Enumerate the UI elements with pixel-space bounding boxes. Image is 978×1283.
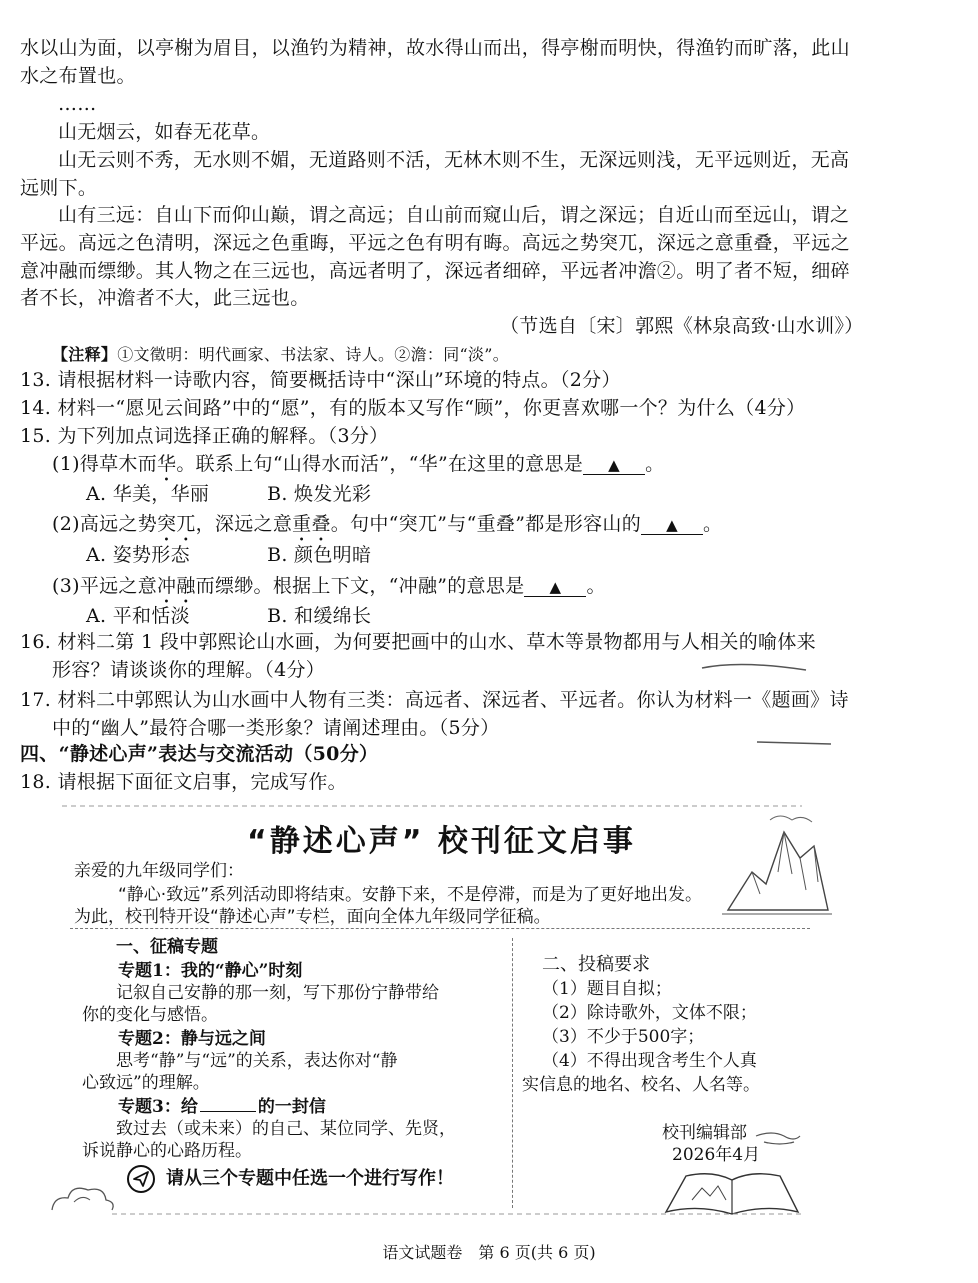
dotted-word: 华	[157, 453, 177, 475]
border-line	[42, 1208, 834, 1220]
question-13: 13. 请根据材料一诗歌内容，简要概括诗中“深山”环境的特点。（2分）	[20, 369, 621, 391]
topic-3-text: 致过去（或未来）的自己、某位同学、先贤，	[116, 1119, 456, 1139]
question-15-2-options: A. 姿势形态 B. 颜色明暗	[86, 544, 372, 566]
requirement-item: （2）除诗歌外，文体不限；	[542, 1003, 757, 1023]
topic-2-title: 专题2：静与远之间	[118, 1029, 266, 1049]
topic-1-title: 专题1：我的“静心”时刻	[118, 961, 303, 981]
question-17: 17. 材料二中郭熙认为山水画中人物有三类：高远者、深远者、平远者。你认为材料一《题画》诗	[20, 689, 849, 711]
question-15-3-options: A. 平和恬淡 B. 和缓绵长	[86, 605, 372, 627]
passage-line: 平远。高远之色清明，深远之色重晦，平远之色有明有晦。高远之势突兀，深远之意重叠，平远之	[20, 232, 850, 254]
passage-line: 意冲融而缥缈。其人物之在三远也，高远者明了，深远者细碎，平远者冲澹②。明了者不短，细碎	[20, 260, 850, 282]
notice-intro: “静心·致远”系列活动即将结束。安静下来，不是停滞，而是为了更好地出发。	[118, 885, 703, 905]
question-15-1-options: A. 华美，华丽 B. 焕发光彩	[86, 483, 372, 505]
question-16: 16. 材料二第 1 段中郭熙论山水画，为何要把画中的山水、草木等景物都用与人相关的喻体来	[20, 631, 816, 653]
section-heading: 四、“静述心声”表达与交流活动（50分）	[20, 743, 379, 765]
note-label: 【注释】	[52, 345, 118, 364]
requirements-heading: 二、投稿要求	[542, 954, 650, 975]
notice-greeting: 亲爱的九年级同学们：	[74, 861, 244, 881]
notice-signature: 校刊编辑部	[662, 1123, 747, 1143]
question-15-1: (1)得草木而华。联系上句“山得水而活”，“华”在这里的意思是 ▲ 。	[52, 453, 665, 475]
topic-3-title: 专题3：给 的一封信	[118, 1097, 326, 1117]
mountain-illustration	[722, 802, 832, 922]
topic-2-text: 心致远”的理解。	[82, 1073, 210, 1093]
requirement-item: （3）不少于500字；	[542, 1027, 705, 1047]
notice-date: 2026年4月	[672, 1145, 761, 1165]
pen-mark	[755, 736, 835, 750]
topic-2-text: 思考“静”与“远”的关系，表达你对“静	[116, 1051, 398, 1071]
notice-column-divider	[512, 938, 513, 1208]
page-footer: 语文试题卷 第 6 页(共 6 页)	[382, 1243, 596, 1262]
dotted-word: 突兀	[157, 513, 196, 535]
border-line	[42, 800, 834, 812]
dotted-word: 冲融	[157, 575, 196, 597]
notice-divider	[70, 928, 810, 929]
pen-mark	[700, 656, 810, 678]
passage-line: 山无烟云，如春无花草。	[58, 121, 271, 143]
question-15-3: (3)平远之意冲融而缥缈。根据上下文，“冲融”的意思是 ▲ 。	[52, 575, 606, 597]
topic-1-text: 记叙自己安静的那一刻，写下那份宁静带给	[116, 983, 439, 1003]
passage-line: 者不长，冲澹者不大，此三远也。	[20, 287, 310, 309]
notice-intro: 为此，校刊特开设“静述心声”专栏，面向全体九年级同学征稿。	[74, 907, 551, 927]
question-17: 中的“幽人”最符合哪一类形象？请阐述理由。（5分）	[52, 717, 500, 739]
question-15-2: (2)高远之势突兀，深远之意重叠。句中“突兀”与“重叠”都是形容山的 ▲ 。	[52, 513, 723, 535]
passage-source: （节选自〔宋〕郭熙《林泉高致·山水训》）	[500, 315, 864, 337]
note-text: ①文徵明：明代画家、书法家、诗人。②澹：同“淡”。	[117, 345, 510, 364]
passage-ellipsis: ……	[58, 93, 97, 115]
passage-line: 山无云则不秀，无水则不媚，无道路则不活，无林木则不生，无深远则浅，无平远则近，无高	[58, 149, 850, 171]
passage-note	[52, 343, 509, 367]
topics-heading: 一、征稿专题	[116, 937, 218, 957]
passage-line: 水之布置也。	[20, 65, 136, 87]
question-16: 形容？请谈谈你的理解。（4分）	[52, 659, 326, 681]
topic-1-text: 你的变化与感悟。	[82, 1005, 218, 1025]
question-15: 15. 为下列加点词选择正确的解释。（3分）	[20, 425, 389, 447]
passage-line: 远则下。	[20, 177, 98, 199]
essay-notice	[42, 800, 834, 1220]
notice-title: “静述心声” 校刊征文启事	[247, 824, 636, 859]
dotted-word: 重叠	[292, 513, 331, 535]
answer-blank[interactable]: ▲	[641, 515, 703, 535]
requirement-item: 实信息的地名、校名、人名等。	[522, 1075, 760, 1095]
question-18: 18. 请根据下面征文启事，完成写作。	[20, 771, 347, 793]
requirement-item: （1）题目自拟；	[542, 979, 672, 999]
choose-one-instruction: 请从三个专题中任选一个进行写作！	[166, 1168, 454, 1189]
cloud-swirl	[754, 1128, 804, 1148]
passage-line: 水以山为面，以亭榭为眉目，以渔钓为精神，故水得山而出，得亭榭而明快，得渔钓而旷落，此山	[20, 37, 850, 59]
passage-line: 山有三远：自山下而仰山巅，谓之高远；自山前而窥山后，谓之深远；自近山而至远山，谓之	[58, 204, 850, 226]
answer-blank[interactable]: ▲	[524, 577, 586, 597]
requirement-item: （4）不得出现含考生个人真	[542, 1051, 757, 1071]
answer-blank[interactable]: ▲	[583, 455, 645, 475]
send-icon	[126, 1164, 156, 1194]
question-14: 14. 材料一“愿见云间路”中的“愿”，有的版本又写作“顾”，你更喜欢哪一个？为什么（4分）	[20, 397, 806, 419]
topic-3-text: 诉说静心的心路历程。	[82, 1141, 252, 1161]
